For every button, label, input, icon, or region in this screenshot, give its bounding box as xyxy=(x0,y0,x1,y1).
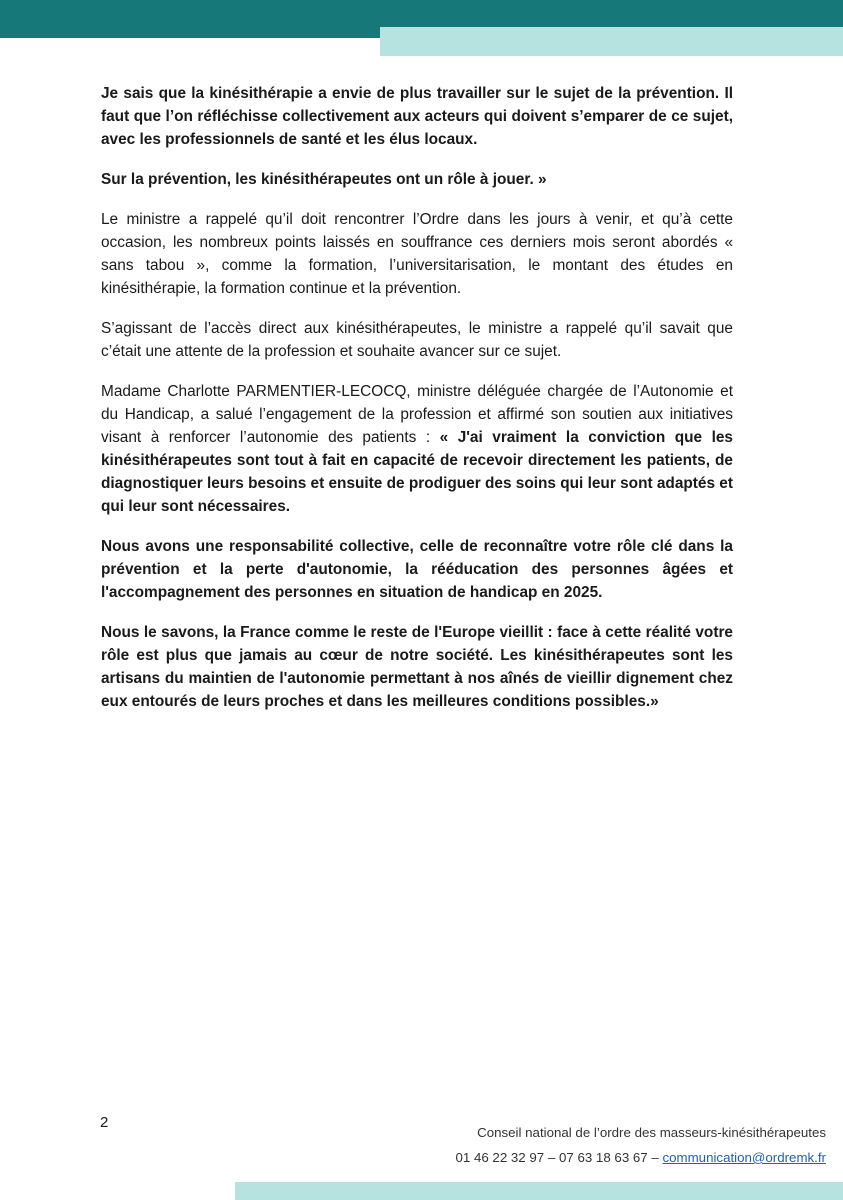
footer-phones: 01 46 22 32 97 – 07 63 18 63 67 – xyxy=(455,1150,663,1165)
paragraph-collective-responsibility: Nous avons une responsabilité collective, celle de reconnaître votre rôle clé dans la prévention et la perte d'autonomie, la rééducation des personnes âgées et l'accompagnement des personnes en situation de handicap en 2025. xyxy=(101,538,733,601)
paragraph-prevention-quote: Je sais que la kinésithérapie a envie de plus travailler sur le sujet de la prévention. Il faut que l’on réfléchisse collectivement aux acteurs qui doivent s’emparer de ce sujet, avec les professionnels de santé et les élus locaux. xyxy=(101,85,733,148)
footer-email-link[interactable]: communication@ordremk.fr xyxy=(662,1150,826,1165)
parmentier-quote: « J'ai vraiment la conviction que les kinésithérapeutes sont tout à fait en capacité de recevoir directement les patients, de diagnostiquer leurs besoins et ensuite de prodiguer des soins qui leur sont adaptés et qui leur sont nécessaires. xyxy=(101,429,733,515)
footer-band-light xyxy=(235,1182,843,1200)
paragraph-prevention-role: Sur la prévention, les kinésithérapeutes ont un rôle à jouer. » xyxy=(101,171,547,188)
footer-contact xyxy=(455,1150,826,1165)
header-band-light xyxy=(380,27,843,56)
document-body xyxy=(101,82,733,730)
page-number: 2 xyxy=(100,1114,109,1131)
paragraph-minister-meeting: Le ministre a rappelé qu’il doit rencontrer l’Ordre dans les jours à venir, et qu’à cette occasion, les nombreux points laissés en souffrance ces derniers mois seront abordés « sans tabou », comme la formation, l’universitarisation, le montant des études en kinésithérapie, la formation continue et la prévention. xyxy=(101,211,733,297)
footer-organization: Conseil national de l’ordre des masseurs-kinésithérapeutes xyxy=(477,1125,826,1140)
parmentier-intro: Madame Charlotte PARMENTIER-LECOCQ, ministre déléguée chargée de l’Autonomie et du Handicap, a salué l’engagement de la profession et affirmé son soutien aux initiatives visant à renforcer l’autonomie des patients : xyxy=(101,383,733,446)
paragraph-parmentier xyxy=(101,380,733,518)
paragraph-direct-access: S’agissant de l’accès direct aux kinésithérapeutes, le ministre a rappelé qu’il savait que c’était une attente de la profession et souhaite avancer sur ce sujet. xyxy=(101,320,733,360)
paragraph-europe-ageing: Nous le savons, la France comme le reste de l'Europe vieillit : face à cette réalité votre rôle est plus que jamais au cœur de notre société. Les kinésithérapeutes sont les artisans du maintien de l'autonomie permettant à nos aînés de vieillir dignement chez eux entourés de leurs proches et dans les meilleures conditions possibles.» xyxy=(101,624,733,710)
